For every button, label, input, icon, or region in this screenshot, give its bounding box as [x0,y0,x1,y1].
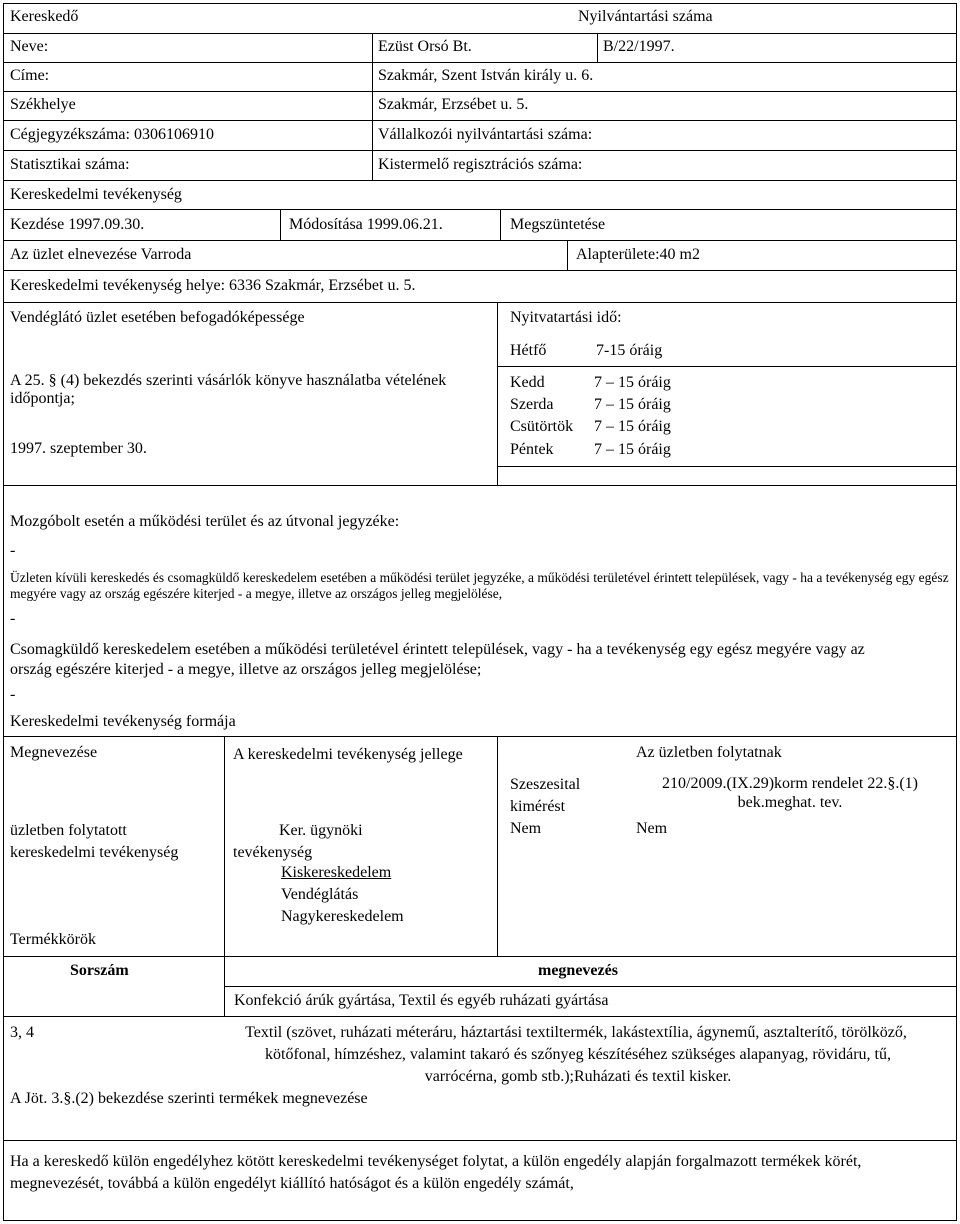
opening-hours: 7 – 15 óráig [594,374,671,391]
cime-label: Címe: [10,67,50,84]
sorszam-header: Sorszám [70,962,129,979]
kistermelo-regisztracios-szam: Kistermelő regisztrációs száma: [378,156,583,173]
statisztikai-szam: Statisztikai száma: [10,156,130,173]
mozgobolt-title: Mozgóbolt esetén a működési terület és az útvonal jegyzéke: [10,513,400,530]
megszuntetese: Megszüntetése [510,216,606,233]
cegjegyzekszam: Cégjegyzékszáma: 0306106910 [10,126,214,143]
opening-day: Csütörtök [510,418,574,435]
opening-hours: 7-15 óráig [596,342,663,359]
nagykereskedelem: Nagykereskedelem [281,908,404,925]
korm-rendelet: 210/2009.(IX.29)korm rendelet 22.§.(1) bek.meghat. tev. [662,775,918,811]
uzleten-kivuli-text: Üzleten kívüli kereskedés és csomagküldő kereskedelem esetében a működési terület jegyzéke, a működési területével érintett települések, vagy - ha a tevékenység egy egész megyére vagy az ország egészére kiterjed - a megye, illetve az országos jelleg megjelölése, [10,570,949,601]
nyitvatartasi-ido-title: Nyitvatartási idő: [510,309,622,326]
szekhely-label: Székhelye [10,96,76,113]
termekkorok-title: Termékkörök [10,931,96,948]
termekkor-row-text: Konfekció árúk gyártása, Textil és egyéb ruházati gyártása [234,992,609,1009]
vallalkozoi-nyilvantartasi-szam: Vállalkozói nyilvántartási száma: [378,126,593,143]
korm-rendelet-value: Nem [636,820,668,837]
kulon-engedely-text: Ha a kereskedő külön engedélyhez kötött kereskedelmi tevékenységet folytat, a külön engedély alapján forgalmazott termékek körét, megnevezését, továbbá a külön engedélyt kiállító hatóságot és a külön engedély számát, [10,1153,862,1192]
nyilvantartasi-szam-value: B/22/1997. [603,38,675,55]
cime-value: Szakmár, Szent István király u. 6. [378,67,594,84]
csomagkuldo-value: - [10,686,16,703]
opening-day: Szerda [510,396,554,413]
ker-ugynoki: Ker. ügynöki tevékenység [233,822,363,861]
tevekenyseg-helye: Kereskedelmi tevékenység helye: 6336 Szakmár, Erzsébet u. 5. [10,277,416,294]
kezdese: Kezdése 1997.09.30. [10,216,145,233]
vendeglato-befogadokepesseg: Vendéglátó üzlet esetében befogadóképessége [10,309,305,326]
kereskedo-label: Kereskedő [10,8,79,25]
opening-day: Kedd [510,374,545,391]
vendeglatas: Vendéglátás [281,886,359,903]
opening-hours: 7 – 15 óráig [594,441,671,458]
neve-label: Neve: [10,38,49,55]
nyilvantartasi-szama-label: Nyilvántartási száma [578,8,713,25]
kiskereskedelem: Kiskereskedelem [281,864,392,881]
termekkor-row-number: 3, 4 [10,1024,34,1041]
termekkor-row-text: Textil (szövet, ruházati méteráru, háztartási textiltermék, lakástextília, ágynemű, asztalterítő, törölköző, kötőfonal, hímzéshez, valamint takaró és szőnyeg készítéséhez szükséges alapanyag, rövidáru, tű, varrócérna, gomb stb.);Ruházati és textil kisker. [245,1024,907,1085]
alapterulete: Alapterülete:40 m2 [576,246,700,263]
uzletben-folytatnak-header: Az üzletben folytatnak [636,744,782,761]
uzleten-kivuli-value: - [10,610,16,627]
uzlet-elnevezese: Az üzlet elnevezése Varroda [10,246,192,263]
neve-value: Ezüst Orsó Bt. [378,38,472,55]
forma-title: Kereskedelmi tevékenység formája [10,713,236,730]
opening-hours: 7 – 15 óráig [594,418,671,435]
opening-day: Hétfő [510,342,547,359]
szeszesital-value: Nem [510,820,542,837]
vasarlok-konyve-label: A 25. § (4) bekezdés szerinti vásárlók könyve használatba vételének időpontja; [10,372,447,407]
opening-hours: 7 – 15 óráig [594,396,671,413]
szekhely-value: Szakmár, Erzsébet u. 5. [378,96,529,113]
jellege-header: A kereskedelmi tevékenység jellege [233,746,463,763]
jot-termekek-label: A Jöt. 3.§.(2) bekezdése szerinti termékek megnevezése [10,1090,368,1107]
szeszesital-kimeres: Szeszesital kimérést [510,776,581,815]
uzletben-folytatott: üzletben folytatott kereskedelmi tevékenység [10,822,179,861]
mozgobolt-value: - [10,542,16,559]
megnevezes-header: megnevezés [538,962,618,979]
megnevezese-header: Megnevezése [10,744,98,761]
vasarlok-konyve-datum: 1997. szeptember 30. [10,440,147,457]
kereskedelmi-tevekenyseg-title: Kereskedelmi tevékenység [10,186,182,203]
csomagkuldo-text: Csomagküldő kereskedelem esetében a működési területével érintett települések, vagy - ha a tevékenység egy egész megyére vagy az ország egészére kiterjed - a megye, illetve az országos jelleg megjelölése; [10,641,865,678]
opening-day: Péntek [510,441,554,458]
modositasa: Módosítása 1999.06.21. [289,216,443,233]
